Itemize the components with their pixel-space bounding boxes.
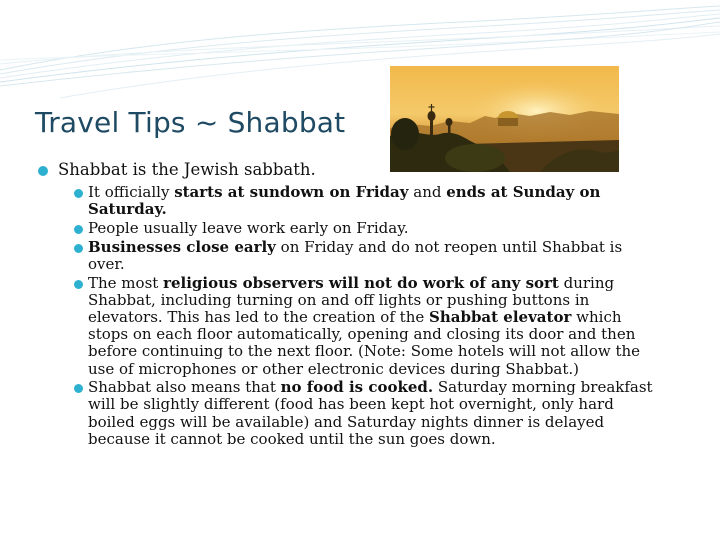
slide-title: Travel Tips ~ Shabbat — [35, 106, 346, 139]
jerusalem-skyline-photo — [390, 66, 619, 172]
slide-content — [38, 160, 662, 450]
sub-bullet-item — [88, 379, 662, 448]
bullet-dot-icon — [74, 225, 83, 234]
body-text: The most — [88, 273, 164, 292]
emphasis-text: ends at Sunday on Saturday. — [88, 183, 601, 219]
body-text: and — [408, 183, 447, 201]
body-text: People usually leave work early on Friday. — [88, 218, 409, 237]
bullet-dot-icon — [74, 189, 83, 198]
emphasis-text: Businesses close early — [88, 237, 276, 256]
emphasis-text: religious observers will not do work of any sort — [163, 273, 559, 292]
main-bullet-text: Shabbat is the Jewish sabbath. — [58, 160, 316, 179]
emphasis-text: starts at sundown on Friday — [174, 183, 409, 201]
main-bullet — [38, 160, 662, 180]
bullet-dot-icon — [74, 280, 83, 289]
body-text: Saturday morning breakfast will be slightly different (food has been kept hot overnight, only hard boiled eggs will be available) and Saturday nights dinner is delayed because it cannot be cooked until the sun goes down. — [88, 378, 653, 448]
emphasis-text: no food is cooked. — [280, 378, 434, 397]
bullet-dot-icon — [74, 244, 83, 253]
body-text: Shabbat also means that — [88, 378, 281, 397]
sub-bullet-list — [38, 184, 662, 448]
body-text: during Shabbat, including turning on and off lights or pushing buttons in elevators. This has led to the creation of the — [88, 273, 615, 326]
bullet-dot-icon — [74, 384, 83, 393]
sub-bullet-item — [88, 220, 662, 237]
body-text: It officially — [88, 183, 175, 201]
emphasis-text: Shabbat elevator — [429, 307, 572, 326]
bullet-dot-icon — [38, 166, 48, 176]
sub-bullet-item — [88, 275, 662, 378]
body-text: on Friday and do not reopen until Shabbat is over. — [88, 237, 623, 273]
body-text: which stops on each floor automatically, opening and closing its door and then before continuing to the next floor. (Note: Some hotels will not allow the use of microphones or other electronic devices during Shabbat.) — [88, 307, 641, 378]
sub-bullet-item — [88, 239, 662, 273]
sub-bullet-item — [88, 184, 662, 218]
